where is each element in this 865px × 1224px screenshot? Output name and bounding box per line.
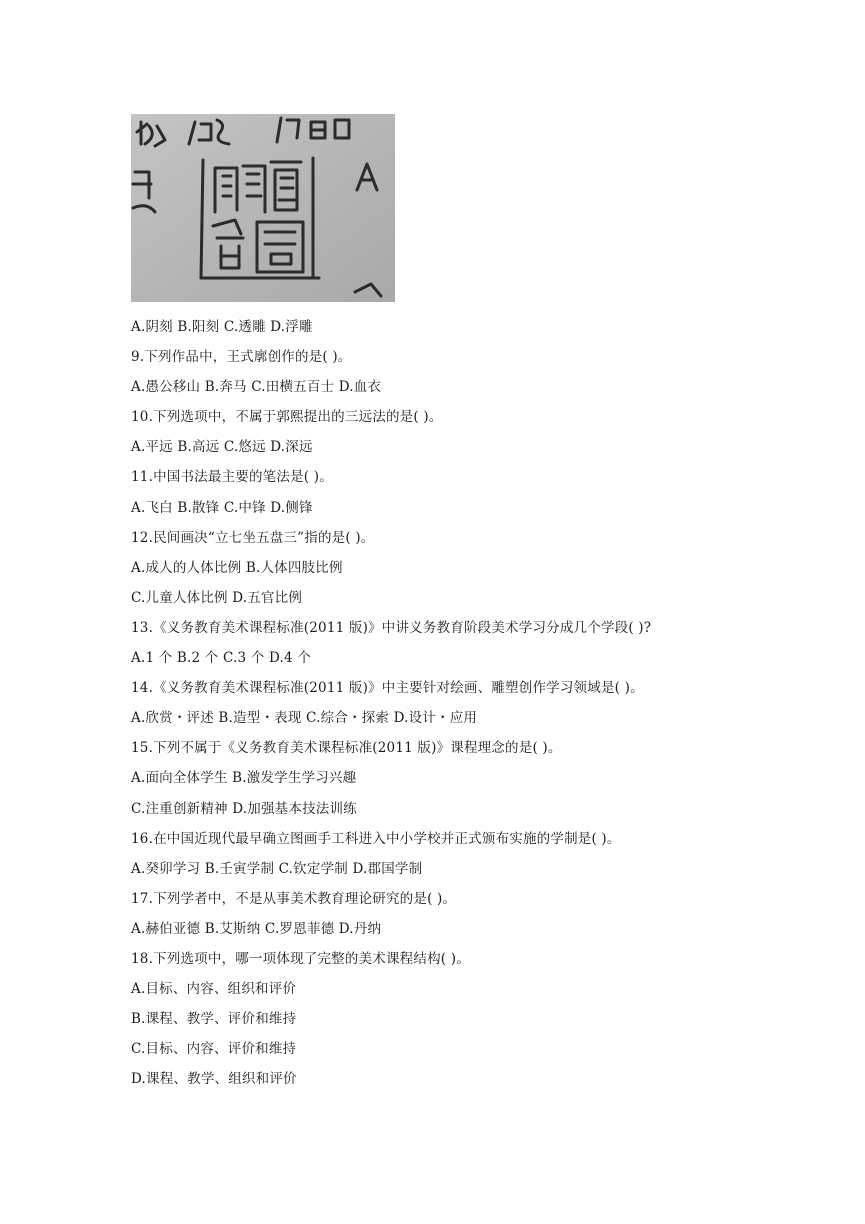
line-9: A.成人的人体比例 B.人体四肢比例 bbox=[131, 559, 343, 576]
line-18: 16.在中国近现代最早确立图画手工科进入中小学校并正式颁布实施的学制是( )。 bbox=[131, 830, 621, 847]
line-20: 17.下列学者中，不是从事美术教育理论研究的是( )。 bbox=[131, 890, 457, 907]
line-23: A.目标、内容、组织和评价 bbox=[131, 981, 297, 998]
line-26: D.课程、教学、组织和评价 bbox=[131, 1071, 297, 1088]
line-19: A.癸卯学习 B.壬寅学制 C.钦定学制 D.郡国学制 bbox=[131, 860, 423, 877]
line-6: 11.中国书法最主要的笔法是( )。 bbox=[131, 469, 333, 486]
line-5: A.平远 B.高远 C.悠远 D.深远 bbox=[131, 439, 313, 456]
line-2: 9.下列作品中，王式廓创作的是( )。 bbox=[131, 349, 352, 366]
seal-carving-photo bbox=[131, 114, 395, 302]
line-22: 18.下列选项中，哪一项体现了完整的美术课程结构( )。 bbox=[131, 950, 470, 967]
line-11: 13.《义务教育美术课程标准(2011 版)》中讲义务教育阶段美术学习分成几个学段( )? bbox=[131, 619, 652, 636]
line-15: 15.下列不属于《义务教育美术课程标准(2011 版)》课程理念的是( )。 bbox=[131, 740, 562, 757]
line-17: C.注重创新精神 D.加强基本技法训练 bbox=[131, 800, 357, 817]
line-3: A.愚公移山 B.奔马 C.田横五百士 D.血衣 bbox=[131, 379, 382, 396]
line-7: A.飞白 B.散锋 C.中锋 D.侧锋 bbox=[131, 499, 313, 516]
line-1: A.阴刻 B.阳刻 C.透雕 D.浮雕 bbox=[131, 319, 313, 335]
line-4: 10.下列选项中，不属于郭熙提出的三远法的是( )。 bbox=[131, 409, 443, 426]
line-10: C.儿童人体比例 D.五官比例 bbox=[131, 589, 303, 606]
line-24: B.课程、教学、评价和维持 bbox=[131, 1011, 297, 1028]
line-25: C.目标、内容、评价和维持 bbox=[131, 1041, 297, 1058]
line-8: 12.民间画决“立七坐五盘三”指的是( )。 bbox=[131, 529, 375, 546]
line-21: A.赫伯亚德 B.艾斯纳 C.罗恩菲德 D.丹纳 bbox=[131, 920, 382, 937]
line-16: A.面向全体学生 B.激发学生学习兴趣 bbox=[131, 770, 357, 787]
line-14: A.欣赏・评述 B.造型・表现 C.综合・探索 D.设计・应用 bbox=[131, 710, 478, 727]
line-13: 14.《义务教育美术课程标准(2011 版)》中主要针对绘画、雕塑创作学习领域是( )。 bbox=[131, 680, 644, 697]
question-text-block bbox=[131, 316, 831, 1098]
line-12: A.1 个 B.2 个 C.3 个 D.4 个 bbox=[131, 650, 312, 667]
